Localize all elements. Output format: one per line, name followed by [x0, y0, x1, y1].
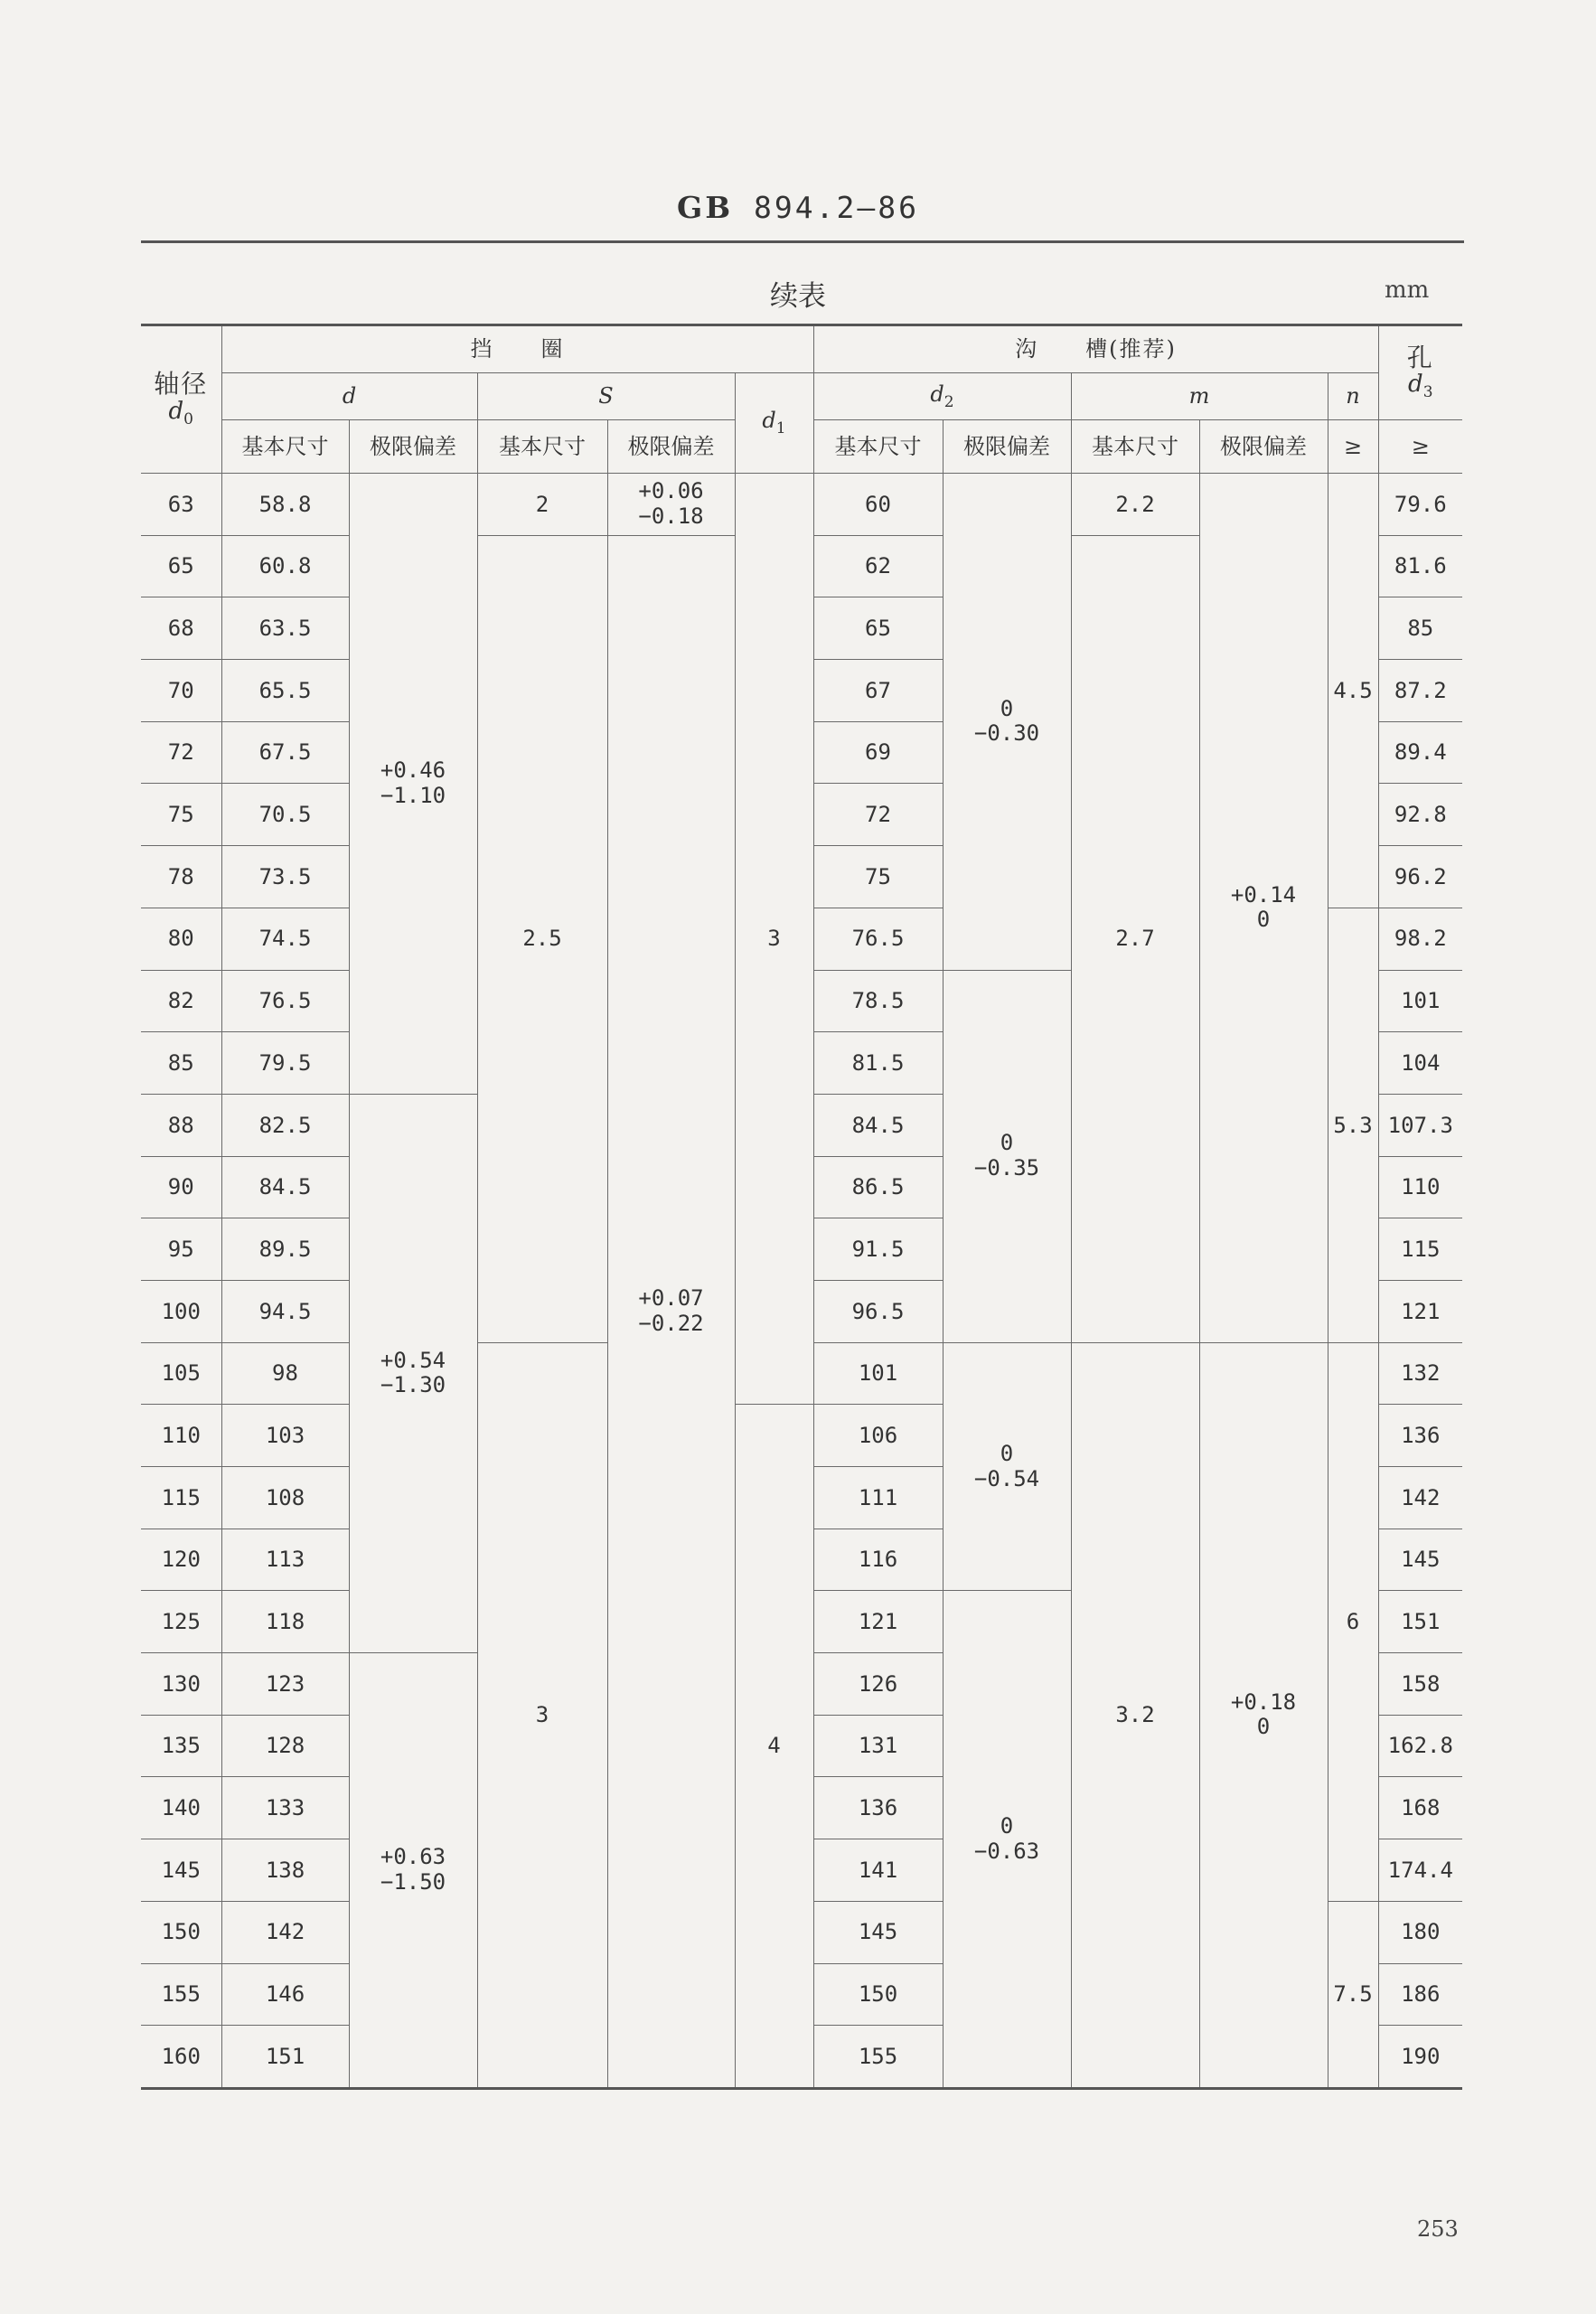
- cell-d: 84.5: [221, 1156, 349, 1218]
- cell-s-basic: 2: [477, 474, 607, 536]
- header-d2: $d_2$: [813, 373, 1071, 420]
- cell-d3: 190: [1378, 2026, 1462, 2089]
- cell-m-tol: +0.14 0: [1199, 474, 1328, 1343]
- cell-s-tol: +0.07 −0.22: [607, 535, 735, 2088]
- cell-d0: 110: [141, 1405, 221, 1467]
- cell-d2: 78.5: [813, 970, 943, 1032]
- cell-d2: 75: [813, 846, 943, 908]
- cell-d0: 88: [141, 1094, 221, 1156]
- cell-d: 133: [221, 1777, 349, 1839]
- cell-d0: 100: [141, 1280, 221, 1342]
- unit-label: mm: [1385, 277, 1430, 304]
- cell-d2: 101: [813, 1342, 943, 1405]
- header-d3-gte: ≥: [1378, 420, 1462, 474]
- header-retainer: 挡 圈: [221, 325, 813, 373]
- cell-d: 94.5: [221, 1280, 349, 1342]
- header-shaft-diameter: 轴径 $d_0$: [141, 325, 221, 474]
- header-d2-tol: 极限偏差: [943, 420, 1071, 474]
- header-n: n: [1328, 373, 1378, 420]
- cell-m-tol: +0.18 0: [1199, 1342, 1328, 2088]
- header-m: m: [1071, 373, 1328, 420]
- cell-m-basic: 3.2: [1071, 1342, 1199, 2088]
- cell-d0: 90: [141, 1156, 221, 1218]
- header-s-basic: 基本尺寸: [477, 420, 607, 474]
- cell-d2-tol: 0 −0.54: [943, 1342, 1071, 1591]
- cell-n: 7.5: [1328, 1901, 1378, 2088]
- cell-d3: 89.4: [1378, 721, 1462, 784]
- cell-d: 146: [221, 1963, 349, 2026]
- dimension-table: [141, 324, 1462, 2090]
- cell-d2: 60: [813, 474, 943, 536]
- cell-d2: 72: [813, 784, 943, 846]
- cell-d: 73.5: [221, 846, 349, 908]
- cell-d2: 121: [813, 1591, 943, 1653]
- cell-d0: 140: [141, 1777, 221, 1839]
- cell-d2-tol: 0 −0.35: [943, 970, 1071, 1342]
- standard-title: [0, 190, 1596, 225]
- cell-d3: 174.4: [1378, 1839, 1462, 1902]
- cell-d3: 87.2: [1378, 660, 1462, 722]
- header-hole: 孔 $d_3$: [1378, 325, 1462, 420]
- cell-d: 118: [221, 1591, 349, 1653]
- cell-d2: 116: [813, 1529, 943, 1591]
- cell-d: 65.5: [221, 660, 349, 722]
- header-s-tol: 极限偏差: [607, 420, 735, 474]
- cell-d3: 158: [1378, 1653, 1462, 1716]
- cell-d0: 150: [141, 1901, 221, 1963]
- cell-d: 63.5: [221, 597, 349, 660]
- cell-d3: 107.3: [1378, 1094, 1462, 1156]
- cell-d3: 136: [1378, 1405, 1462, 1467]
- cell-d: 76.5: [221, 970, 349, 1032]
- cell-d0: 75: [141, 784, 221, 846]
- cell-d2-tol: 0 −0.63: [943, 1591, 1071, 2089]
- cell-d3: 85: [1378, 597, 1462, 660]
- cell-d2: 141: [813, 1839, 943, 1902]
- cell-d0: 65: [141, 535, 221, 597]
- standard-code: 894.2—86: [754, 190, 919, 225]
- header-m-tol: 极限偏差: [1199, 420, 1328, 474]
- cell-d3: 104: [1378, 1032, 1462, 1095]
- cell-d0: 125: [141, 1591, 221, 1653]
- cell-d: 103: [221, 1405, 349, 1467]
- cell-d2: 91.5: [813, 1218, 943, 1281]
- cell-d: 67.5: [221, 721, 349, 784]
- cell-d: 98: [221, 1342, 349, 1405]
- cell-d-tol: +0.63 −1.50: [349, 1653, 477, 2089]
- header-d2-basic: 基本尺寸: [813, 420, 943, 474]
- cell-d0: 130: [141, 1653, 221, 1716]
- header-rule: [141, 240, 1464, 243]
- header-d-tol: 极限偏差: [349, 420, 477, 474]
- header-s: S: [477, 373, 735, 420]
- cell-d-tol: +0.54 −1.30: [349, 1094, 477, 1652]
- cell-d: 142: [221, 1901, 349, 1963]
- cell-d0: 105: [141, 1342, 221, 1405]
- cell-d2: 69: [813, 721, 943, 784]
- cell-d: 79.5: [221, 1032, 349, 1095]
- cell-m-basic: 2.2: [1071, 474, 1199, 536]
- cell-d0: 160: [141, 2026, 221, 2089]
- cell-d3: 92.8: [1378, 784, 1462, 846]
- cell-d3: 81.6: [1378, 535, 1462, 597]
- cell-d2: 96.5: [813, 1280, 943, 1342]
- cell-d0: 80: [141, 908, 221, 970]
- cell-d2: 106: [813, 1405, 943, 1467]
- cell-n: 5.3: [1328, 908, 1378, 1342]
- cell-d: 138: [221, 1839, 349, 1902]
- cell-d: 58.8: [221, 474, 349, 536]
- cell-d0: 68: [141, 597, 221, 660]
- header-d-basic: 基本尺寸: [221, 420, 349, 474]
- cell-d3: 180: [1378, 1901, 1462, 1963]
- header-d: d: [221, 373, 477, 420]
- cell-d2: 136: [813, 1777, 943, 1839]
- cell-d0: 78: [141, 846, 221, 908]
- cell-m-basic: 2.7: [1071, 535, 1199, 1342]
- header-m-basic: 基本尺寸: [1071, 420, 1199, 474]
- cell-d0: 115: [141, 1467, 221, 1529]
- cell-s-basic: 2.5: [477, 535, 607, 1342]
- header-n-gte: ≥: [1328, 420, 1378, 474]
- cell-d2: 111: [813, 1467, 943, 1529]
- cell-d3: 101: [1378, 970, 1462, 1032]
- cell-d: 60.8: [221, 535, 349, 597]
- cell-d1: 3: [735, 474, 813, 1405]
- page-number: 253: [1417, 2216, 1459, 2242]
- cell-d3: 132: [1378, 1342, 1462, 1405]
- cell-d2: 150: [813, 1963, 943, 2026]
- cell-d0: 63: [141, 474, 221, 536]
- cell-d3: 110: [1378, 1156, 1462, 1218]
- cell-d-tol: +0.46 −1.10: [349, 474, 477, 1095]
- cell-s-tol: +0.06 −0.18: [607, 474, 735, 536]
- cell-d3: 79.6: [1378, 474, 1462, 536]
- cell-d: 128: [221, 1715, 349, 1777]
- cell-d3: 98.2: [1378, 908, 1462, 970]
- cell-d3: 186: [1378, 1963, 1462, 2026]
- table-row: [141, 474, 1462, 536]
- cell-d3: 162.8: [1378, 1715, 1462, 1777]
- cell-d0: 82: [141, 970, 221, 1032]
- cell-d: 108: [221, 1467, 349, 1529]
- cell-d2: 76.5: [813, 908, 943, 970]
- cell-d0: 155: [141, 1963, 221, 2026]
- cell-d: 70.5: [221, 784, 349, 846]
- header-groove: 沟 槽(推荐): [813, 325, 1378, 373]
- cell-d: 89.5: [221, 1218, 349, 1281]
- cell-d: 113: [221, 1529, 349, 1591]
- table-caption: 续表: [770, 280, 826, 313]
- cell-d0: 135: [141, 1715, 221, 1777]
- cell-d3: 96.2: [1378, 846, 1462, 908]
- cell-d2: 145: [813, 1901, 943, 1963]
- cell-n: 4.5: [1328, 474, 1378, 908]
- cell-d3: 115: [1378, 1218, 1462, 1281]
- cell-n: 6: [1328, 1342, 1378, 1901]
- cell-d0: 85: [141, 1032, 221, 1095]
- cell-d3: 145: [1378, 1529, 1462, 1591]
- header-d1: $d_1$: [735, 373, 813, 474]
- cell-d: 123: [221, 1653, 349, 1716]
- cell-d: 151: [221, 2026, 349, 2089]
- cell-d2: 62: [813, 535, 943, 597]
- cell-d3: 168: [1378, 1777, 1462, 1839]
- cell-d0: 120: [141, 1529, 221, 1591]
- cell-d2-tol: 0 −0.30: [943, 474, 1071, 971]
- cell-d: 74.5: [221, 908, 349, 970]
- cell-d3: 142: [1378, 1467, 1462, 1529]
- cell-d2: 81.5: [813, 1032, 943, 1095]
- cell-d2: 86.5: [813, 1156, 943, 1218]
- cell-d0: 145: [141, 1839, 221, 1902]
- cell-d2: 84.5: [813, 1094, 943, 1156]
- cell-s-basic: 3: [477, 1342, 607, 2088]
- cell-d0: 95: [141, 1218, 221, 1281]
- cell-d2: 65: [813, 597, 943, 660]
- cell-d2: 67: [813, 660, 943, 722]
- cell-d1: 4: [735, 1405, 813, 2089]
- cell-d2: 126: [813, 1653, 943, 1716]
- standard-prefix: GB: [677, 190, 734, 225]
- cell-d0: 72: [141, 721, 221, 784]
- cell-d: 82.5: [221, 1094, 349, 1156]
- cell-d2: 155: [813, 2026, 943, 2089]
- cell-d3: 151: [1378, 1591, 1462, 1653]
- cell-d3: 121: [1378, 1280, 1462, 1342]
- cell-d2: 131: [813, 1715, 943, 1777]
- cell-d0: 70: [141, 660, 221, 722]
